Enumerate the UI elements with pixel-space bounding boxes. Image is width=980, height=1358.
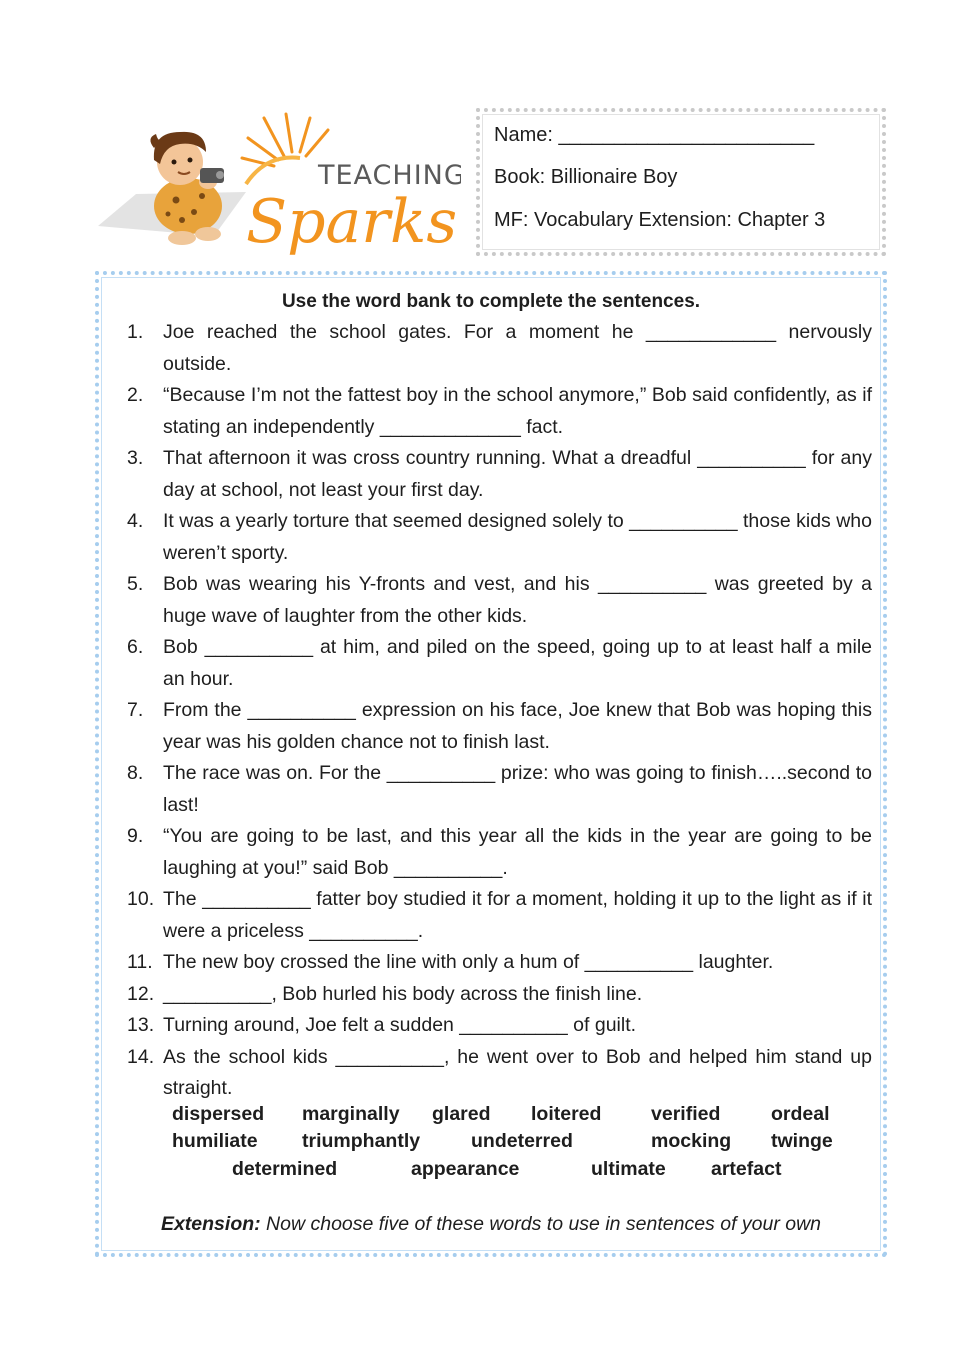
- word-bank-item: undeterred: [471, 1130, 573, 1152]
- word-bank-item: marginally: [302, 1103, 400, 1125]
- question-number: 1.: [127, 321, 144, 343]
- question-number: 3.: [127, 447, 144, 469]
- word-bank-item: loitered: [531, 1103, 602, 1125]
- question-number: 13.: [127, 1014, 155, 1036]
- question-text: Turning around, Joe felt a sudden __________ of guilt.: [163, 1014, 637, 1036]
- question-number: 2.: [127, 384, 144, 406]
- question-text: As the school kids __________, he went over to Bob and helped him stand up straight.: [163, 1045, 872, 1099]
- word-bank-item: ultimate: [591, 1158, 666, 1180]
- word-bank-item: artefact: [711, 1158, 782, 1180]
- question-number: 11.: [127, 951, 153, 973]
- question-text: The __________ fatter boy studied it for a moment, holding it up to the light as if it were a priceless __________.: [163, 888, 872, 942]
- question-number: 8.: [127, 762, 144, 784]
- question-number: 4.: [127, 510, 144, 532]
- question-text: “You are going to be last, and this year all the kids in the year are going to be laughing at you!” said Bob __________.: [163, 825, 872, 879]
- word-bank-item: humiliate: [172, 1130, 258, 1152]
- question-number: 6.: [127, 636, 144, 658]
- svg-text:Sparks: Sparks: [246, 187, 458, 257]
- question-text: “Because I’m not the fattest boy in the school anymore,” Bob said confidently, as if stating an independently _____________ fact.: [163, 384, 872, 438]
- caveman-mascot-icon: [96, 108, 461, 258]
- word-bank-item: triumphantly: [302, 1130, 421, 1152]
- question-number: 14.: [127, 1045, 155, 1068]
- question-number: 5.: [127, 573, 144, 595]
- question-number: 10.: [127, 888, 155, 910]
- question-number: 9.: [127, 825, 144, 847]
- question-text: __________, Bob hurled his body across the finish line.: [163, 982, 643, 1005]
- name-field[interactable]: Name: _______________________: [494, 124, 815, 146]
- question-number: 12.: [127, 982, 155, 1005]
- question-text: The new boy crossed the line with only a hum of __________ laughter.: [163, 951, 774, 973]
- book-title: Book: Billionaire Boy: [494, 166, 678, 188]
- word-bank-item: appearance: [411, 1158, 520, 1180]
- word-bank: [99, 275, 883, 1253]
- extension-task: [99, 1213, 883, 1236]
- question-text: Joe reached the school gates. For a moment he ____________ nervously outside.: [163, 321, 872, 375]
- student-info-box: [476, 108, 886, 256]
- word-bank-item: ordeal: [771, 1103, 830, 1125]
- worksheet-box: [95, 271, 887, 1257]
- worksheet-title: MF: Vocabulary Extension: Chapter 3: [494, 209, 826, 231]
- word-bank-item: dispersed: [172, 1103, 265, 1125]
- question-text: That afternoon it was cross country running. What a dreadful __________ for any day at school, not least your first day.: [163, 447, 872, 501]
- word-bank-item: twinge: [771, 1130, 833, 1152]
- teaching-sparks-logo: [96, 108, 461, 258]
- question-text: Bob __________ at him, and piled on the speed, going up to at least half a mile an hour.: [163, 636, 872, 690]
- word-bank-item: determined: [232, 1158, 338, 1180]
- question-text: It was a yearly torture that seemed designed solely to __________ those kids who weren’t sporty.: [163, 510, 872, 564]
- question-text: Bob was wearing his Y-fronts and vest, and his __________ was greeted by a huge wave of laughter from the other kids.: [163, 573, 872, 627]
- svg-text:TEACHING: TEACHING: [318, 160, 461, 191]
- instructions: Use the word bank to complete the sentences.: [281, 291, 701, 312]
- extension-label: Extension:: [160, 1213, 261, 1235]
- word-bank-item: verified: [651, 1103, 721, 1125]
- question-text: The race was on. For the __________ prize: who was going to finish…..second to last!: [163, 762, 872, 816]
- extension-text: Now choose five of these words to use in sentences of your own: [260, 1213, 822, 1235]
- question-text: From the __________ expression on his face, Joe knew that Bob was hoping this year was his golden chance not to finish last.: [163, 699, 872, 753]
- word-bank-item: glared: [432, 1103, 491, 1125]
- word-bank-item: mocking: [651, 1130, 732, 1152]
- question-number: 7.: [127, 699, 144, 721]
